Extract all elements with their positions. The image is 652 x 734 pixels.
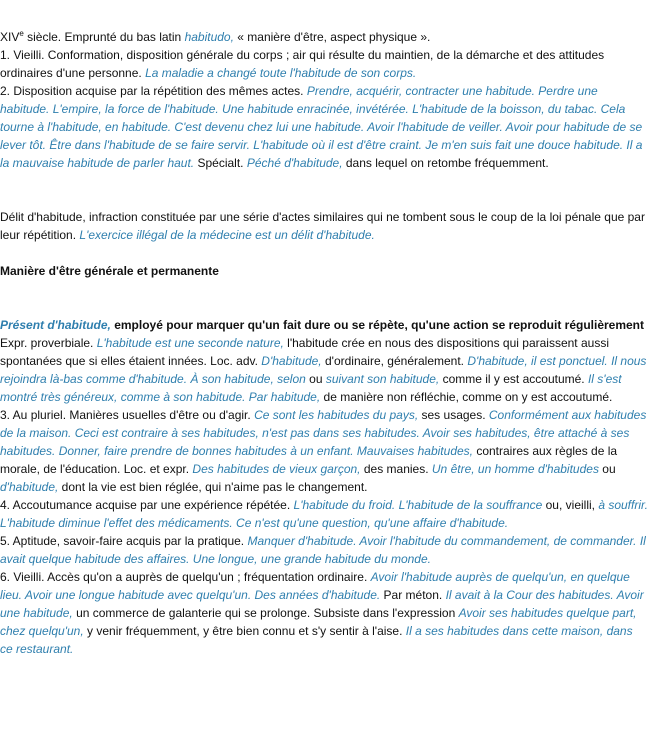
sense-5-example: Manquer d'habitude. Avoir l'habitude du commandement, de commander. Il avait quelque habitude des affaires. Une longue, une grande habitude du monde.	[0, 534, 646, 566]
sense-6-text: Par méton.	[380, 588, 446, 602]
sense-1-text: 1. Vieilli. Conformation, disposition générale du corps ; air qui résulte du maintien, de la démarche et des attitudes ordinaires d'une personne.	[0, 48, 605, 80]
sense-3-example: Un être, un homme d'habitudes	[431, 462, 599, 476]
present-text: employé pour marquer qu'un fait dure ou se répète, qu'une action se reproduit régulièrement	[110, 318, 645, 332]
delit-example: L'exercice illégal de la médecine est un délit d'habitude.	[79, 228, 375, 242]
proverb-example: L'habitude est une seconde nature,	[96, 336, 284, 350]
sense-4-example: L'habitude du froid. L'habitude de la souffrance	[293, 498, 543, 512]
etymology	[0, 28, 648, 46]
spacer	[0, 172, 648, 208]
sense-6-example: Il avait à la Cour des habitudes. Avoir une habitude,	[0, 588, 644, 620]
delit-paragraph	[0, 208, 648, 244]
sense-2-special: Spécialt.	[194, 156, 247, 170]
sense-3	[0, 406, 648, 496]
sense-6-text: un commerce de galanterie qui se prolonge. Subsiste dans l'expression	[72, 606, 459, 620]
sense-4-text: ou, vieilli,	[542, 498, 599, 512]
sense-3-example: Ce sont les habitudes du pays,	[254, 408, 419, 422]
sense-3-text: contraires aux règles de la morale, de l'éducation. Loc. et expr.	[0, 444, 618, 476]
sense-2	[0, 82, 648, 172]
century-label: XIV	[0, 30, 20, 44]
present-paragraph	[0, 316, 648, 334]
proverb-paragraph	[0, 334, 648, 406]
sense-1-example: La maladie a changé toute l'habitude de son corps.	[145, 66, 417, 80]
etymology-gloss: « manière d'être, aspect physique ».	[233, 30, 431, 44]
sense-6-text: 6. Vieilli. Accès qu'on a auprès de quelqu'un ; fréquentation ordinaire.	[0, 570, 371, 584]
spacer	[0, 280, 648, 316]
proverb-text: ou	[305, 372, 326, 386]
sense-3-example: Des habitudes de vieux garçon,	[192, 462, 361, 476]
etymology-text: siècle. Emprunté du bas latin	[23, 30, 185, 44]
sense-2-tail: dans lequel on retombe fréquemment.	[342, 156, 549, 170]
definition-text	[0, 28, 648, 658]
proverb-example: Il s'est montré très généreux, comme à son habitude. Par habitude,	[0, 372, 622, 404]
sense-2-example-2: Péché d'habitude,	[246, 156, 343, 170]
sense-2-text: 2. Disposition acquise par la répétition des mêmes actes.	[0, 84, 307, 98]
sense-1	[0, 46, 648, 82]
sense-5	[0, 532, 648, 568]
sense-3-text: 3. Au pluriel. Manières usuelles d'être ou d'agir.	[0, 408, 255, 422]
sense-6-example: Il a ses habitudes dans cette maison, dans ce restaurant.	[0, 624, 633, 656]
proverb-text: Expr. proverbiale.	[0, 336, 97, 350]
delit-text: Délit d'habitude, infraction constituée par une série d'actes similaires qui ne tombent sous le coup de la loi pénale que par leur répétition.	[0, 210, 645, 242]
proverb-example: suivant son habitude,	[325, 372, 440, 386]
sense-3-text: ou	[598, 462, 616, 476]
sense-3-text: dont la vie est bien réglée, qui n'aime pas le changement.	[58, 480, 368, 494]
latin-word: habitudo,	[184, 30, 234, 44]
sense-4-example: à souffrir. L'habitude diminue l'effet des médicaments. Ce n'est qu'une question, qu'une affaire d'habitude.	[0, 498, 648, 530]
proverb-text: comme il y est accoutumé.	[439, 372, 588, 386]
spacer	[0, 244, 648, 262]
sense-6-text: y venir fréquemment, y être bien connu et s'y sentir à l'aise.	[83, 624, 406, 638]
sense-6-example: Avoir ses habitudes quelque part, chez quelqu'un,	[0, 606, 637, 638]
century-superscript: e	[19, 29, 24, 38]
sense-6	[0, 568, 648, 658]
sense-5-text: 5. Aptitude, savoir-faire acquis par la pratique.	[0, 534, 248, 548]
proverb-text: d'ordinaire, généralement.	[321, 354, 468, 368]
section-heading: Manière d'être générale et permanente	[0, 264, 219, 278]
sense-3-text: ses usages.	[418, 408, 489, 422]
sense-6-example: Avoir l'habitude auprès de quelqu'un, en quelque lieu. Avoir une longue habitude avec quelqu'un. Des années d'habitude.	[0, 570, 630, 602]
proverb-text: l'habitude crée en nous des dispositions qui paraissent aussi spontanées que si elles étaient innées. Loc. adv.	[0, 336, 609, 368]
proverb-example: D'habitude,	[261, 354, 322, 368]
sense-3-example: d'habitude,	[0, 480, 59, 494]
sense-3-text: des manies.	[360, 462, 432, 476]
proverb-example: D'habitude, il est ponctuel. Il nous rejoindra là-bas comme d'habitude. À son habitude, selon	[0, 354, 647, 386]
sense-4	[0, 496, 648, 532]
sense-3-example: Conformément aux habitudes de la maison. Ceci est contraire à ses habitudes, n'est pas dans ses habitudes. Avoir ses habitudes, être attaché à ses habitudes. Donner, faire prendre de bonnes habitudes à un enfant. Mauvaises habitudes,	[0, 408, 647, 458]
sense-2-examples: Prendre, acquérir, contracter une habitude. Perdre une habitude. L'empire, la force de l'habitude. Une habitude enracinée, invétérée. L'habitude de la boisson, du tabac. Cela tourne à l'habitude, en habitude. C'est devenu chez lui une habitude. Avoir l'habitude de veiller. Avoir pour habitude de se lever tôt. Être dans l'habitude de se faire servir. L'habitude où il est d'être craint. Je m'en suis fait une douce habitude. Il a la mauvaise habitude de parler haut.	[0, 84, 643, 170]
proverb-text: de manière non réfléchie, comme on y est accoutumé.	[320, 390, 613, 404]
present-lead: Présent d'habitude,	[0, 318, 111, 332]
sense-4-text: 4. Accoutumance acquise par une expérience répétée.	[0, 498, 294, 512]
